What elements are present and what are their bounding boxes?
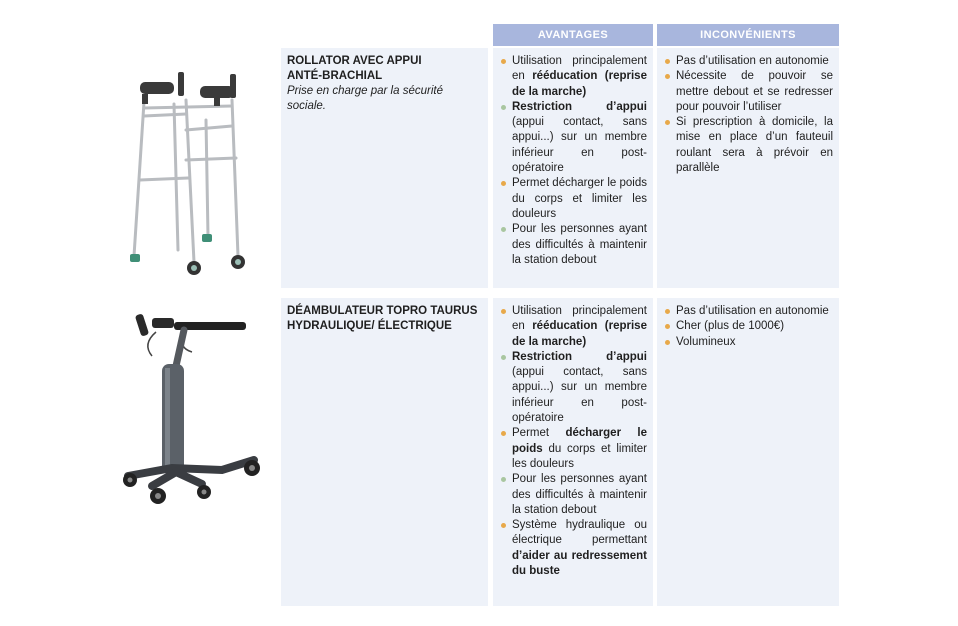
advantage-item: Pour les personnes ayant des difficultés à maintenir la station debout [499, 222, 647, 268]
product-name: DÉAMBULATEUR TOPRO TAURUS [287, 305, 478, 317]
disadvantages-cell-taurus [657, 298, 839, 606]
column-header-advantages: AVANTAGES [493, 24, 653, 46]
disadvantage-item: Si prescription à domicile, la mise en place d’un fauteuil roulant sera à prévoir en parallèle [663, 115, 833, 176]
product-cell-rollator [281, 48, 488, 288]
product-name: HYDRAULIQUE/ ÉLECTRIQUE [287, 320, 452, 332]
topro-taurus-walker-image [112, 308, 264, 518]
advantage-item: Utilisation principalement en rééducation (reprise de la marche) [499, 304, 647, 350]
advantage-item: Système hydraulique ou électrique permettant d’aider au redressement du buste [499, 518, 647, 579]
advantage-item: Pour les personnes ayant des difficultés à maintenir la station debout [499, 472, 647, 518]
product-note: Prise en charge par la sécurité sociale. [287, 85, 443, 112]
disadvantage-item: Cher (plus de 1000€) [663, 319, 833, 334]
product-name: ROLLATOR AVEC APPUI [287, 55, 422, 67]
disadvantage-item: Volumineux [663, 335, 833, 350]
advantage-item: Restriction d’appui (appui contact, sans appui...) sur un membre inférieur en post-opératoire [499, 100, 647, 176]
advantage-item: Permet décharger le poids du corps et limiter les douleurs [499, 176, 647, 222]
product-name: ANTÉ-BRACHIAL [287, 70, 383, 82]
disadvantage-item: Nécessite de pouvoir se mettre debout et se redresser pour pouvoir l’utiliser [663, 69, 833, 115]
disadvantage-item: Pas d’utilisation en autonomie [663, 54, 833, 69]
advantages-cell-rollator [493, 48, 653, 288]
advantage-item: Utilisation principalement en rééducation (reprise de la marche) [499, 54, 647, 100]
forearm-rollator-image [112, 60, 264, 290]
advantage-item: Restriction d’appui (appui contact, sans appui...) sur un membre inférieur en post-opératoire [499, 350, 647, 426]
advantages-cell-taurus [493, 298, 653, 606]
disadvantages-cell-rollator [657, 48, 839, 288]
product-cell-taurus [281, 298, 488, 606]
disadvantage-item: Pas d’utilisation en autonomie [663, 304, 833, 319]
advantage-item: Permet décharger le poids du corps et limiter les douleurs [499, 426, 647, 472]
column-header-disadvantages: INCONVÉNIENTS [657, 24, 839, 46]
